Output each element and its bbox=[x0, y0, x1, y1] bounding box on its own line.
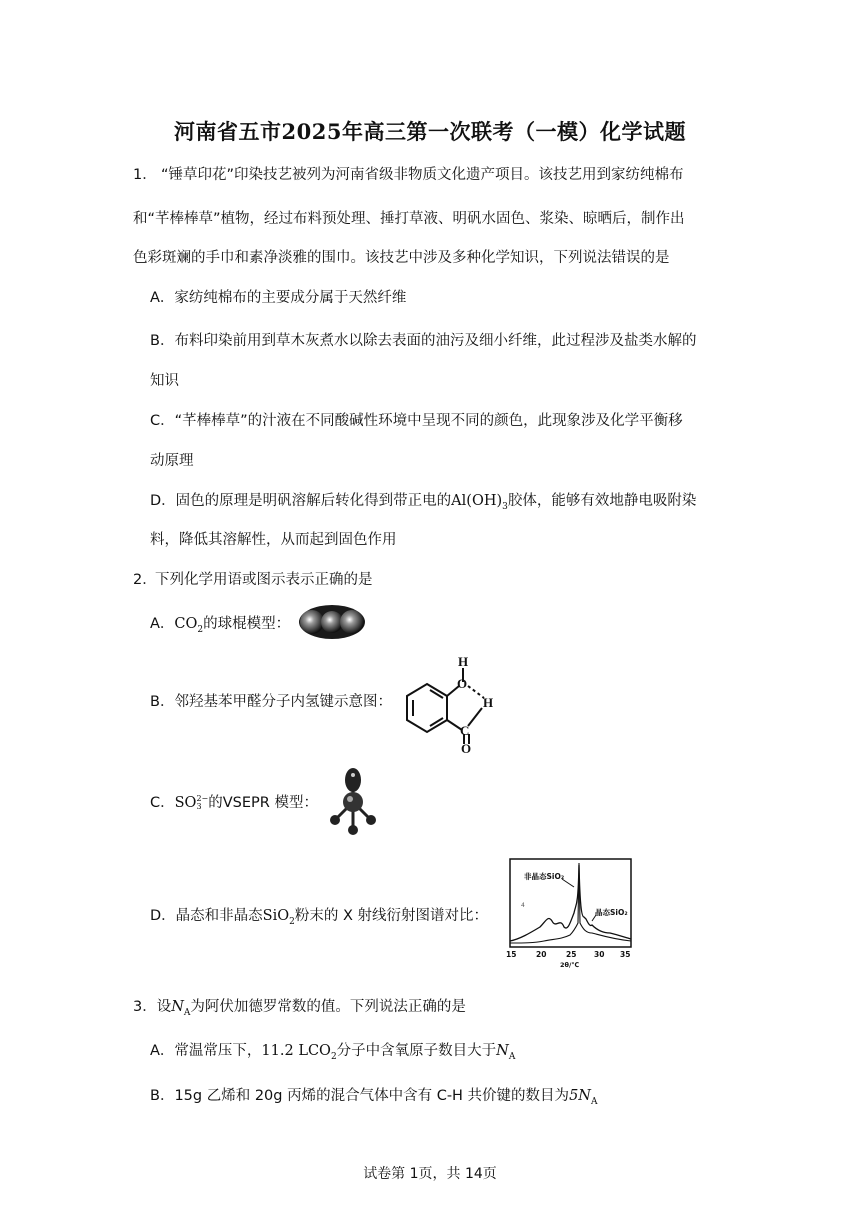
q2-d-formula-sub: 2 bbox=[289, 916, 295, 927]
q2-d-post: 粉末的 X 射线衍射图谱对比： bbox=[294, 908, 489, 924]
q1-option-d-line1 bbox=[150, 491, 696, 517]
atom-h-top: H bbox=[458, 654, 469, 669]
q3-na-main: N bbox=[171, 999, 184, 1015]
q2-option-c bbox=[150, 793, 318, 813]
q3-a-formula-main: 11.2 LCO bbox=[261, 1043, 331, 1059]
q3-na-sub: A bbox=[183, 1007, 191, 1018]
q2-c-formula-sub: 3 bbox=[196, 802, 202, 811]
q2-stem: 下列化学用语或图示表示正确的是 bbox=[155, 572, 373, 588]
q1-stem-line2: 和“芊棒棒草”植物，经过布料预处理、捶打草液、明矾水固色、浆染、晾晒后，制作出 bbox=[133, 211, 685, 227]
lone-pair-lobe bbox=[345, 768, 361, 792]
atom-o-hydroxyl: O bbox=[457, 676, 468, 691]
q1-stem-line3: 色彩斑斓的手巾和素净淡雅的围巾。该技艺中涉及多种化学知识，下列说法错误的是 bbox=[133, 250, 670, 266]
q1-number: 1． bbox=[133, 167, 157, 183]
xrd-tick-30: 30 bbox=[594, 950, 605, 959]
page-title: 河南省五市2025年高三第一次联考（一模）化学试题 bbox=[174, 119, 686, 144]
q2-c-formula-sup: 2− bbox=[196, 794, 209, 803]
q3-number: 3． bbox=[133, 999, 157, 1015]
label-crystal-sio2: 晶态SiO₂ bbox=[595, 908, 628, 917]
co2-ball-stick-model bbox=[298, 603, 366, 641]
q1-stem-line1: “锤草印花”印染技艺被列为河南省级非物质文化遗产项目。该技艺用到家纺纯棉布 bbox=[161, 167, 684, 183]
q1-option-b-line1: B．布料印染前用到草木灰煮水以除去表面的油污及细小纤维，此过程涉及盐类水解的 bbox=[150, 333, 697, 349]
xrd-tick-20: 20 bbox=[536, 950, 547, 959]
q1-option-a: A．家纺纯棉布的主要成分属于天然纤维 bbox=[150, 290, 407, 306]
q2-c-formula bbox=[175, 795, 209, 811]
xrd-tick-15: 15 bbox=[506, 950, 517, 959]
q1-option-c-line2: 动原理 bbox=[150, 453, 194, 469]
q3-b-coef-main: 5N bbox=[569, 1088, 591, 1104]
q3-stem-post: 为阿伏加德罗常数的值。下列说法正确的是 bbox=[190, 999, 466, 1015]
q1-d-post: 胶体，能够有效地静电吸附染 bbox=[507, 493, 697, 509]
page-footer: 试卷第 1页，共 14页 bbox=[363, 1166, 497, 1182]
q2-d-formula-main: SiO bbox=[262, 908, 290, 924]
q1-d-formula-sub: 3 bbox=[502, 501, 508, 512]
q3-stem-pre: 设 bbox=[156, 999, 172, 1015]
q2-a-text: 的球棍模型： bbox=[203, 616, 291, 632]
atom-c-carbonyl: C bbox=[460, 723, 470, 738]
xrd-xlabel: 2θ/℃ bbox=[560, 961, 580, 969]
oxygen-atom-left bbox=[300, 610, 324, 634]
q1-d-formula bbox=[451, 493, 508, 512]
q2-a-formula-main: CO bbox=[174, 616, 198, 632]
oxygen-atom-1 bbox=[330, 815, 340, 825]
q3-a-na-main: N bbox=[496, 1043, 509, 1059]
q1-d-formula-main: Al(OH) bbox=[451, 493, 503, 509]
q3-a-formula-sub: 2 bbox=[330, 1051, 337, 1062]
sulfur-atom bbox=[343, 792, 363, 812]
oxygen-atom-3 bbox=[348, 825, 358, 835]
q3-a-formula bbox=[261, 1043, 337, 1062]
q1-option-d-line2: 料，降低其溶解性，从而起到固色作用 bbox=[150, 532, 397, 548]
q3-stem bbox=[133, 997, 466, 1023]
q2-c-text: 的VSEPR 模型： bbox=[208, 795, 318, 811]
q2-a-label: A． bbox=[150, 616, 175, 632]
xrd-pattern-figure bbox=[500, 857, 634, 969]
q3-a-post: 分子中含氧原子数目大于 bbox=[336, 1043, 497, 1059]
q3-a-pre: A．常温常压下， bbox=[150, 1043, 262, 1059]
xrd-tick-25: 25 bbox=[566, 950, 577, 959]
carbon-atom bbox=[321, 611, 343, 633]
xrd-small-mark: 4 bbox=[521, 902, 525, 909]
oxygen-atom-right bbox=[340, 610, 364, 634]
q2-d-formula bbox=[262, 908, 295, 927]
q2-c-formula-main: SO bbox=[174, 795, 197, 811]
q2-c-label: C． bbox=[150, 795, 175, 811]
q3-a-na bbox=[496, 1043, 516, 1062]
q2-number: 2． bbox=[133, 572, 157, 588]
q3-b-coef bbox=[569, 1088, 598, 1107]
salicylaldehyde-hbond-diagram bbox=[402, 652, 502, 754]
so3-vsepr-model bbox=[325, 766, 381, 838]
q3-option-a bbox=[150, 1041, 515, 1067]
xrd-tick-35: 35 bbox=[620, 950, 631, 959]
q1-option-c-line1: C．“芊棒棒草”的汁液在不同酸碱性环境中呈现不同的颜色，此现象涉及化学平衡移 bbox=[150, 413, 683, 429]
oxygen-atom-2 bbox=[366, 815, 376, 825]
label-amorphous-sio2: 非晶态SiO₂ bbox=[524, 872, 565, 881]
q1-option-b-line2: 知识 bbox=[150, 373, 179, 389]
q3-option-b bbox=[150, 1086, 597, 1112]
q3-a-na-sub: A bbox=[508, 1051, 516, 1062]
q2-d-pre: D．晶态和非晶态 bbox=[150, 908, 263, 924]
atom-o-carbonyl: O bbox=[461, 741, 472, 754]
q2-a-formula-sub: 2 bbox=[197, 624, 204, 635]
atom-h-aldehyde: H bbox=[483, 695, 494, 710]
q2-a-formula bbox=[174, 616, 204, 635]
q2-option-a bbox=[150, 614, 290, 640]
q2-option-d bbox=[150, 906, 488, 932]
q3-b-pre: B．15g 乙烯和 20g 丙烯的混合气体中含有 C-H 共价键的数目为 bbox=[150, 1088, 570, 1104]
q2-option-b: B．邻羟基苯甲醛分子内氢键示意图： bbox=[150, 694, 392, 710]
q3-na-symbol bbox=[171, 999, 191, 1018]
q1-d-pre: D．固色的原理是明矾溶解后转化得到带正电的 bbox=[150, 493, 452, 509]
q3-b-coef-sub: A bbox=[590, 1096, 598, 1107]
